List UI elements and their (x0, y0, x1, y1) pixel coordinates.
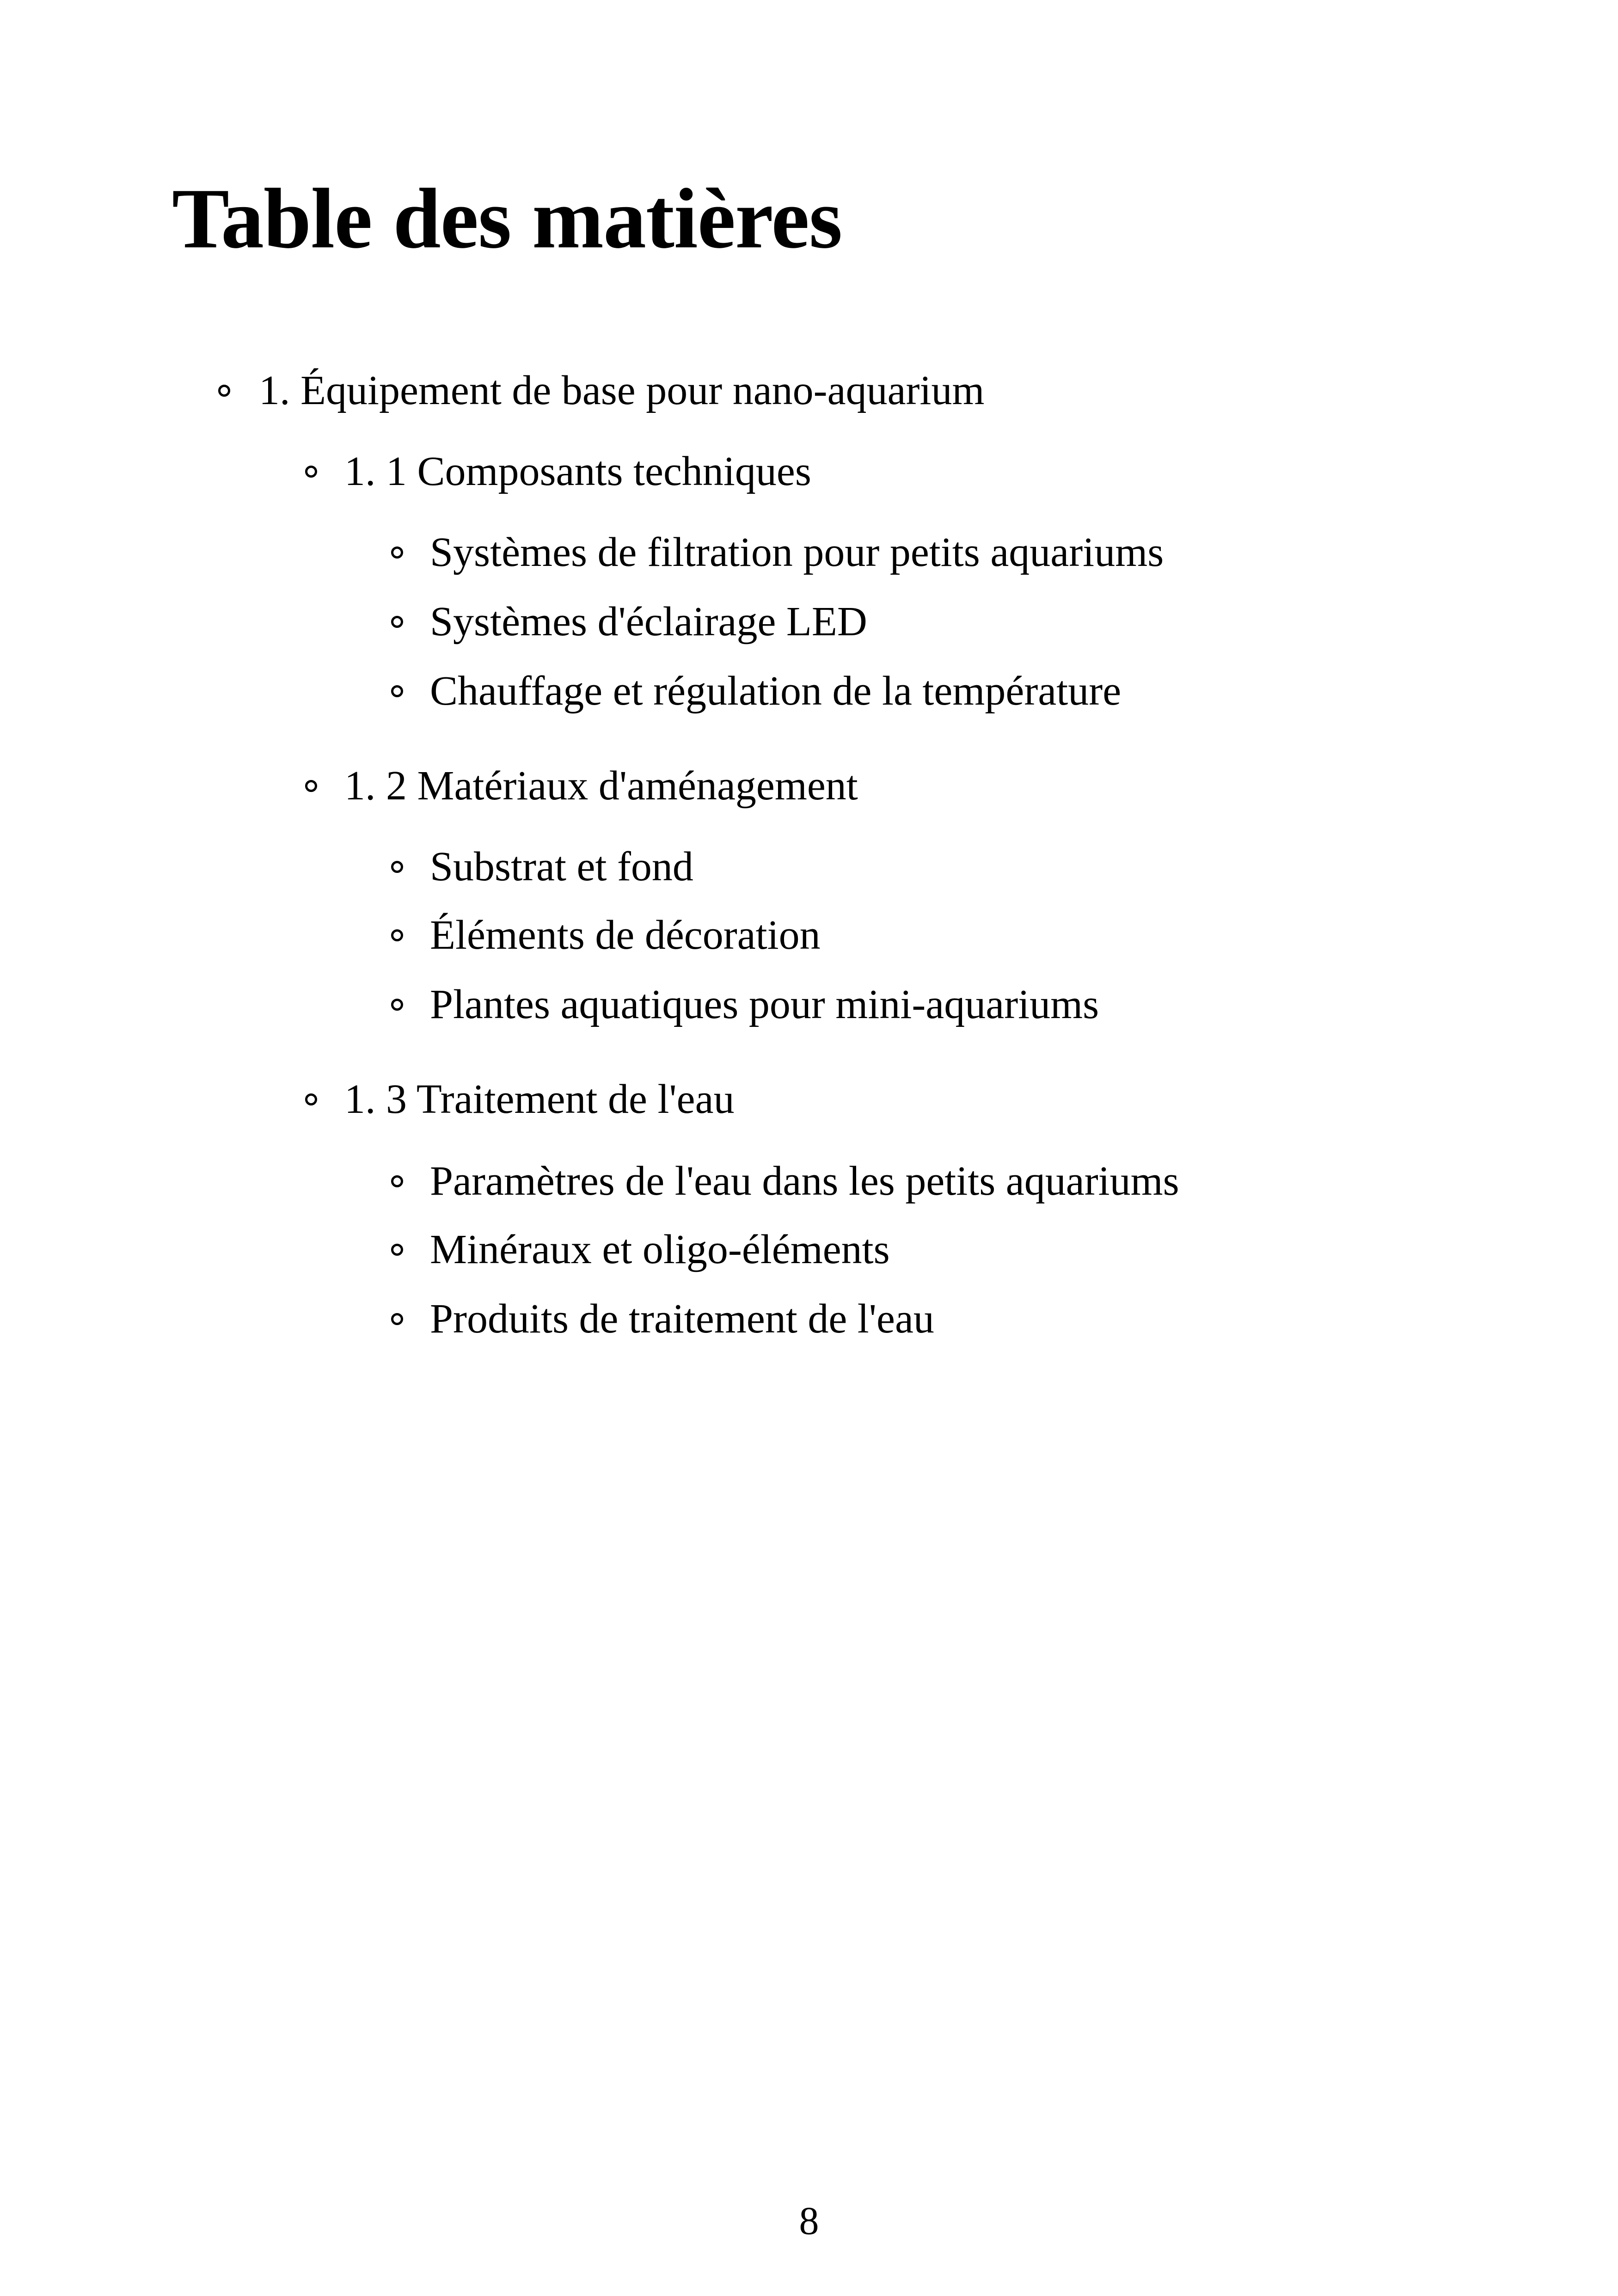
toc-subitem-label[interactable]: Éléments de décoration (430, 912, 821, 958)
hollow-bullet-icon (391, 929, 403, 941)
hollow-bullet-icon (391, 616, 403, 628)
toc-subitem-label[interactable]: Minéraux et oligo-éléments (430, 1227, 890, 1272)
hollow-bullet-icon (391, 1175, 403, 1187)
page-title: Table des matières (172, 171, 842, 266)
hollow-bullet-icon (305, 1093, 317, 1105)
toc-section-label[interactable]: 1. 3 Traitement de l'eau (344, 1076, 735, 1122)
toc-subitem-label[interactable]: Paramètres de l'eau dans les petits aquariums (430, 1158, 1179, 1204)
toc-subitem-label[interactable]: Substrat et fond (430, 844, 693, 890)
hollow-bullet-icon (218, 385, 230, 397)
toc-section-label[interactable]: 1. 2 Matériaux d'aménagement (344, 763, 858, 809)
hollow-bullet-icon (391, 1313, 403, 1325)
hollow-bullet-icon (391, 685, 403, 697)
hollow-bullet-icon (391, 546, 403, 559)
hollow-bullet-icon (305, 780, 317, 792)
toc-subitem-label[interactable]: Systèmes d'éclairage LED (430, 599, 867, 645)
toc-subitem-label[interactable]: Produits de traitement de l'eau (430, 1296, 934, 1342)
hollow-bullet-icon (305, 466, 317, 478)
hollow-bullet-icon (391, 861, 403, 873)
toc-subitem-label[interactable]: Plantes aquatiques pour mini-aquariums (430, 982, 1099, 1027)
hollow-bullet-icon (391, 1244, 403, 1256)
toc-subitem-label[interactable]: Chauffage et régulation de la température (430, 668, 1122, 714)
page-number: 8 (799, 2198, 819, 2243)
toc-section-label[interactable]: 1. 1 Composants techniques (344, 448, 811, 494)
hollow-bullet-icon (391, 999, 403, 1011)
toc-entry-level1-label[interactable]: 1. Équipement de base pour nano-aquarium (259, 368, 985, 413)
toc-subitem-label[interactable]: Systèmes de filtration pour petits aquariums (430, 529, 1164, 575)
